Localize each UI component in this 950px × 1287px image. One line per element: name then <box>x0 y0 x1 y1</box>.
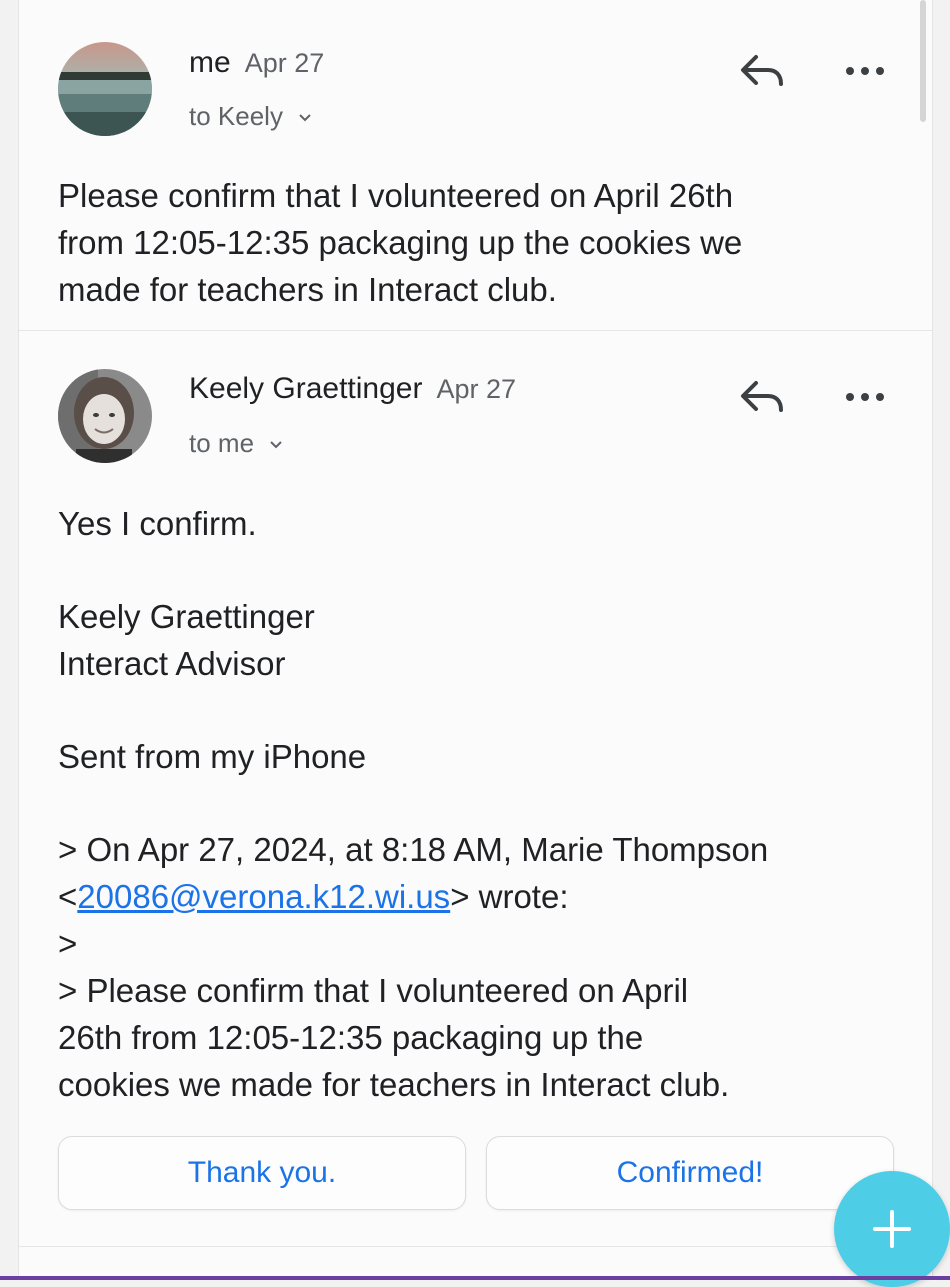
more-options-button[interactable] <box>839 48 891 94</box>
message-date: Apr 27 <box>244 48 325 78</box>
bottom-accent-bar <box>0 1276 950 1280</box>
signature-name: Keely Graettinger <box>58 598 315 635</box>
reply-icon <box>738 51 786 91</box>
sender-avatar[interactable] <box>58 42 152 136</box>
message-body <box>58 500 908 1108</box>
reply-button[interactable] <box>737 48 787 94</box>
quote-blank-line: > <box>58 925 78 962</box>
sender-name: Keely Graettinger <box>189 372 423 405</box>
quote-line: 26th from 12:05-12:35 packaging up the <box>58 1019 644 1056</box>
recipient-label: to Keely <box>189 101 283 131</box>
person-photo-avatar-icon <box>58 369 152 463</box>
signature-title: Interact Advisor <box>58 645 286 682</box>
recipient-label: to me <box>189 428 255 458</box>
sent-from-text: Sent from my iPhone <box>58 738 367 775</box>
reply-button[interactable] <box>737 374 787 420</box>
email-link[interactable]: 20086@verona.k12.wi.us <box>77 878 451 915</box>
sender-line <box>189 372 516 406</box>
recipient-toggle[interactable] <box>189 101 312 132</box>
more-options-button[interactable] <box>839 374 891 420</box>
more-options-icon <box>845 392 885 402</box>
body-line: Please confirm that I volunteered on April 26th <box>58 177 734 214</box>
sender-line <box>189 46 324 80</box>
quote-line: > Please confirm that I volunteered on April <box>58 972 689 1009</box>
quote-email-line <box>58 873 908 920</box>
quote-email-open: < <box>58 878 78 915</box>
smart-reply-confirmed[interactable]: Confirmed! <box>486 1136 894 1210</box>
more-options-icon <box>845 66 885 76</box>
compose-button[interactable] <box>834 1171 950 1287</box>
message-card <box>19 0 932 331</box>
message-body <box>58 172 908 313</box>
message-date: Apr 27 <box>436 374 517 404</box>
body-line: made for teachers in Interact club. <box>58 271 557 308</box>
quote-header: > On Apr 27, 2024, at 8:18 AM, Marie Thompson <box>58 831 769 868</box>
message-card <box>19 331 932 1247</box>
compose-plus-icon <box>872 1209 912 1249</box>
sender-avatar[interactable] <box>58 369 152 463</box>
reply-icon <box>738 377 786 417</box>
chevron-down-icon <box>298 113 312 123</box>
recipient-toggle[interactable] <box>189 428 283 459</box>
landscape-avatar-icon <box>58 42 152 136</box>
quote-line: cookies we made for teachers in Interact club. <box>58 1066 730 1103</box>
quote-email-close: > wrote: <box>450 878 569 915</box>
email-thread <box>18 0 933 1280</box>
smart-reply-thank-you[interactable]: Thank you. <box>58 1136 466 1210</box>
body-line: from 12:05-12:35 packaging up the cookies we <box>58 224 743 261</box>
chevron-down-icon <box>269 440 283 450</box>
sender-name: me <box>189 46 231 79</box>
confirm-text: Yes I confirm. <box>58 505 257 542</box>
